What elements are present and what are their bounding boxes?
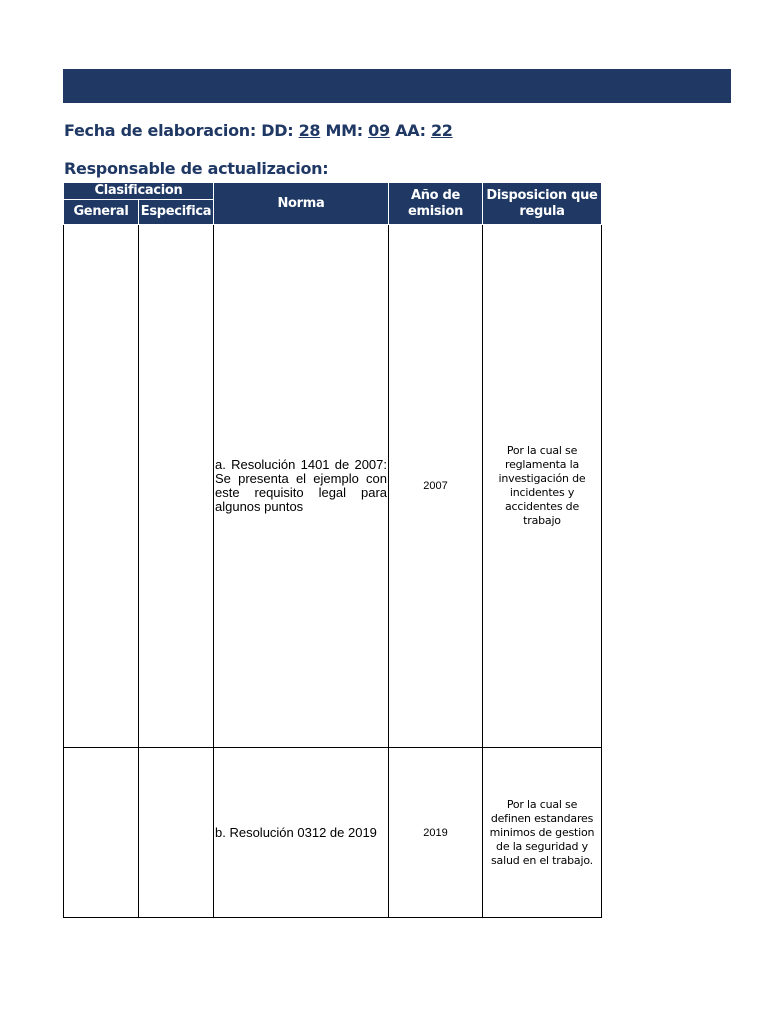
month-value: 09 [368, 121, 390, 140]
general-cell [64, 225, 139, 748]
anio-cell: 2007 [389, 225, 483, 748]
legal-requirements-table [63, 182, 602, 918]
table-row [64, 748, 602, 918]
disposicion-header: Disposicion que regula [483, 183, 602, 225]
date-label: Fecha de elaboracion: DD: [64, 121, 294, 140]
especifica-cell [139, 225, 214, 748]
anio-cell: 2019 [389, 748, 483, 918]
day-value: 28 [298, 121, 321, 140]
norma-cell: b. Resolución 0312 de 2019 [214, 748, 389, 918]
clasificacion-header: Clasificacion [64, 183, 214, 200]
month-label: MM: [325, 121, 363, 140]
date-line [64, 121, 453, 140]
year-label: AA: [395, 121, 426, 140]
disposicion-cell: Por la cual se reglamenta la investigación de incidentes y accidentes de trabajo [483, 225, 602, 748]
especifica-cell [139, 748, 214, 918]
norma-cell: a. Resolución 1401 de 2007: Se presenta el ejemplo con este requisito legal para algunos puntos [214, 225, 389, 748]
anio-header: Año de emision [389, 183, 483, 225]
year-value: 22 [430, 121, 453, 140]
general-cell [64, 748, 139, 918]
norma-header: Norma [214, 183, 389, 225]
especifica-header: Especifica [139, 200, 214, 225]
title-banner [63, 69, 731, 103]
responsable-label: Responsable de actualizacion: [64, 159, 329, 178]
disposicion-cell: Por la cual se definen estandares minimos de gestion de la seguridad y salud en el trabajo. [483, 748, 602, 918]
table-row [64, 225, 602, 748]
general-header: General [64, 200, 139, 225]
